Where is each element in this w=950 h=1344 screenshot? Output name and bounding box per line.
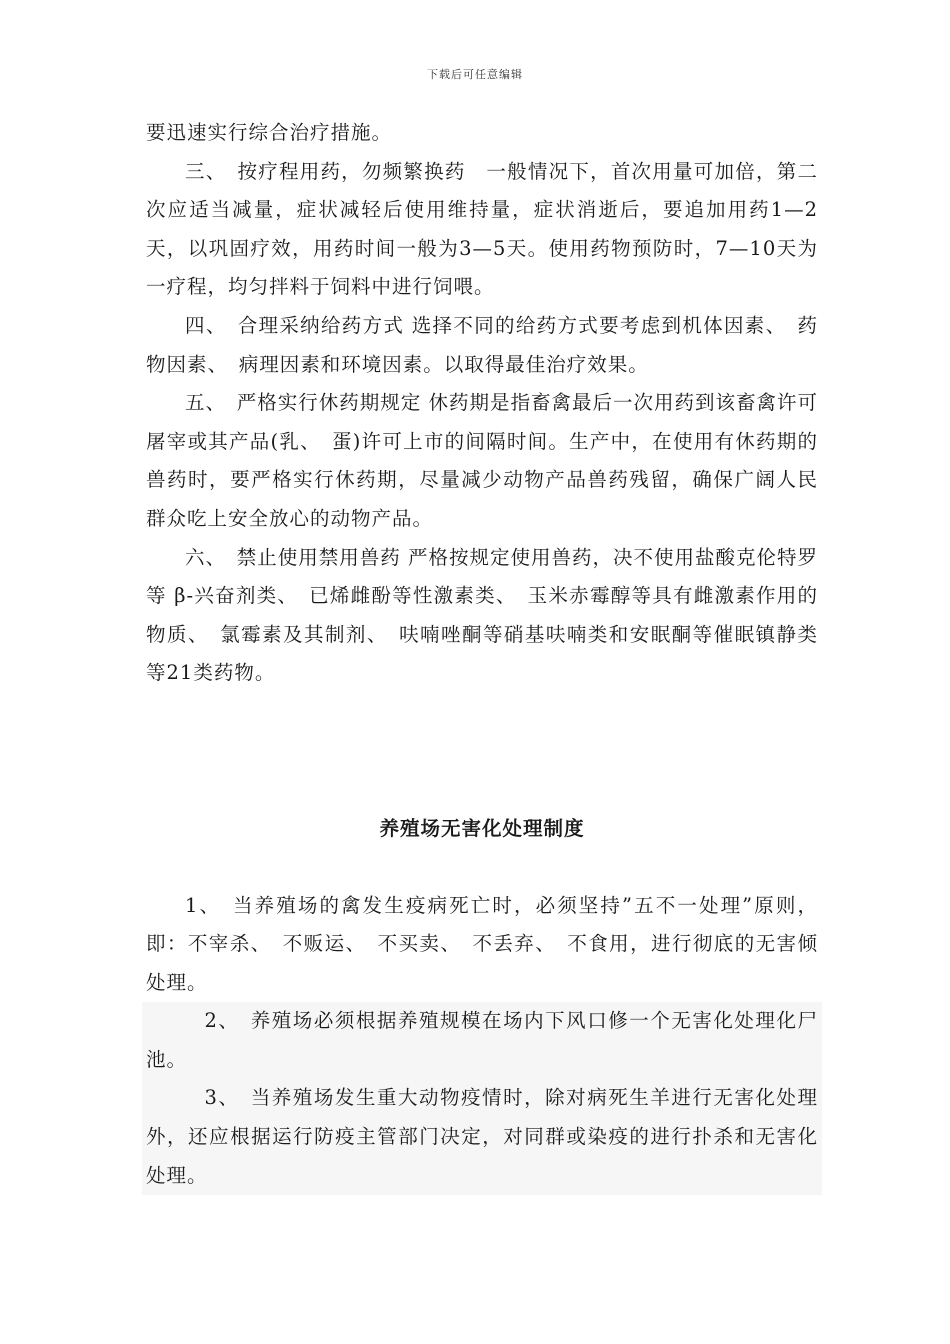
section-item-3: 3、 当养殖场发生重大动物疫情时，除对病死生羊进行无害化处理外，还应根据运行防疫主管部门决定，对同群或染疫的进行扑杀和无害化处理。 [146,1086,818,1187]
section-title: 养殖场无害化处理制度 [379,816,585,840]
paragraph-item-5: 五、 严格实行休药期规定 休药期是指畜禽最后一次用药到该畜禽许可屠宰或其产品(乳、 蛋)许可上市的间隔时间。生产中，在使用有休药期的兽药时，要严格实行休药期，尽量减少动物产品兽药残留，确保广阔人民群众吃上安全放心的动物产品。 [146,391,818,530]
shaded-block [142,1002,822,1195]
section-spacer [146,693,818,810]
section-item-1: 1、 当养殖场的禽发生疫病死亡时，必须坚持”五不一处理”原则，即：不宰杀、 不贩运、 不买卖、 不丢弃、 不食用，进行彻底的无害倾处理。 [146,893,818,994]
document-body [146,114,818,1195]
paragraph-item-6: 六、 禁止使用禁用兽药 严格按规定使用兽药，决不使用盐酸克伦特罗等 β-兴奋剂类、 已烯雌酚等性激素类、 玉米赤霉醇等具有雌激素作用的物质、 氯霉素及其制剂、 呋喃唑酮等硝基呋喃类和安眠酮等催眠镇静类等21类药物。 [146,545,818,685]
paragraph-item-3: 三、 按疗程用药，勿频繁换药 一般情况下，首次用量可加倍，第二次应适当减量，症状减轻后使用维持量，症状消逝后，要追加用药1—2天，以巩固疗效，用药时间一般为3—5天。使用药物预防时，7—10天为一疗程，均匀拌料于饲料中进行饲喂。 [146,159,818,299]
section-item-2: 2、 养殖场必须根据养殖规模在场内下风口修一个无害化处理化尸池。 [146,1009,818,1071]
title-spacer [146,849,818,887]
paragraph-continuation: 要迅速实行综合治疗措施。 [146,121,393,144]
page-header: 下载后可任意编辑 [427,68,523,81]
paragraph-item-4: 四、 合理采纳给药方式 选择不同的给药方式要考虑到机体因素、 药物因素、 病理因素和环境因素。以取得最佳治疗效果。 [146,313,818,376]
